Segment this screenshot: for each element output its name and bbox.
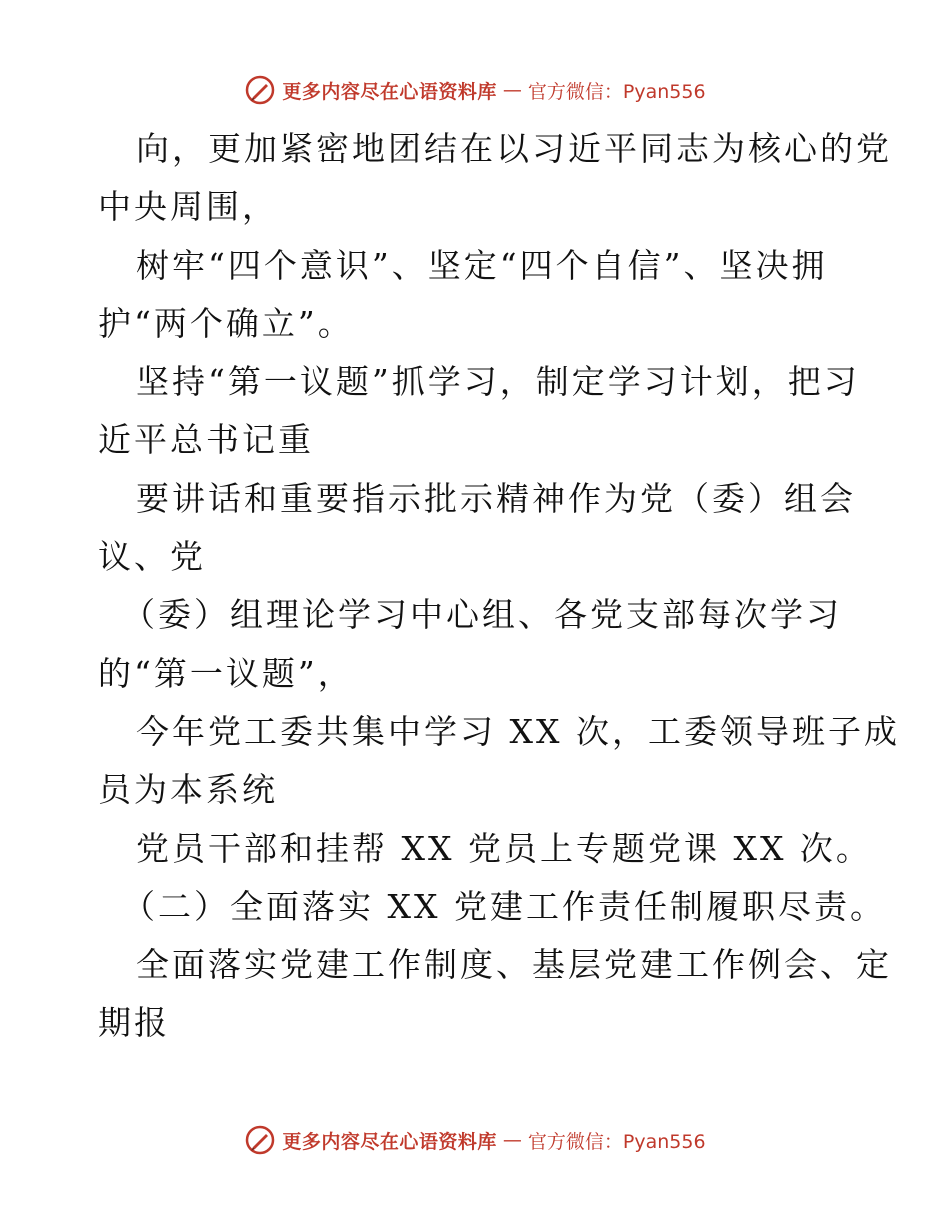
footer-wechat-text: 官方微信：Pyan556: [527, 1130, 706, 1153]
pen-logo-icon: [244, 74, 276, 106]
body-line: 期报: [98, 1003, 170, 1043]
body-line: 中央周围，: [98, 187, 278, 227]
footer-dash: —: [502, 1129, 522, 1151]
body-line: 全面落实党建工作制度、基层党建工作例会、定: [136, 945, 892, 985]
body-line: （委）组理论学习中心组、各党支部每次学习: [122, 595, 842, 635]
body-line: 护“两个确立”。: [98, 303, 354, 343]
pen-logo-icon: [244, 1124, 276, 1156]
body-line: 员为本系统: [98, 770, 278, 810]
body-line: 今年党工委共集中学习 XX 次，工委领导班子成: [136, 711, 900, 751]
body-line: 议、党: [98, 537, 206, 577]
header-brand-text: 更多内容尽在心语资料库: [282, 80, 497, 103]
document-body: [98, 120, 900, 1053]
body-line: 党员干部和挂帮 XX 党员上专题党课 XX 次。: [136, 828, 872, 868]
header-wechat-text: 官方微信：Pyan556: [527, 80, 706, 103]
body-line: （二）全面落实 XX 党建工作责任制履职尽责。: [122, 886, 886, 926]
body-line: 向，更加紧密地团结在以习近平同志为核心的党: [136, 129, 892, 168]
body-line: 坚持“第一议题”抓学习，制定学习计划，把习: [136, 362, 860, 402]
header-dash: —: [502, 79, 522, 101]
footer-banner: [0, 1122, 950, 1158]
body-line: 树牢“四个意识”、坚定“四个自信”、坚决拥: [136, 245, 828, 285]
footer-brand-text: 更多内容尽在心语资料库: [282, 1130, 497, 1153]
body-line: 的“第一议题”，: [98, 653, 354, 693]
header-banner: [0, 72, 950, 108]
body-line: 要讲话和重要指示批示精神作为党（委）组会: [136, 478, 856, 518]
body-line: 近平总书记重: [98, 420, 314, 460]
